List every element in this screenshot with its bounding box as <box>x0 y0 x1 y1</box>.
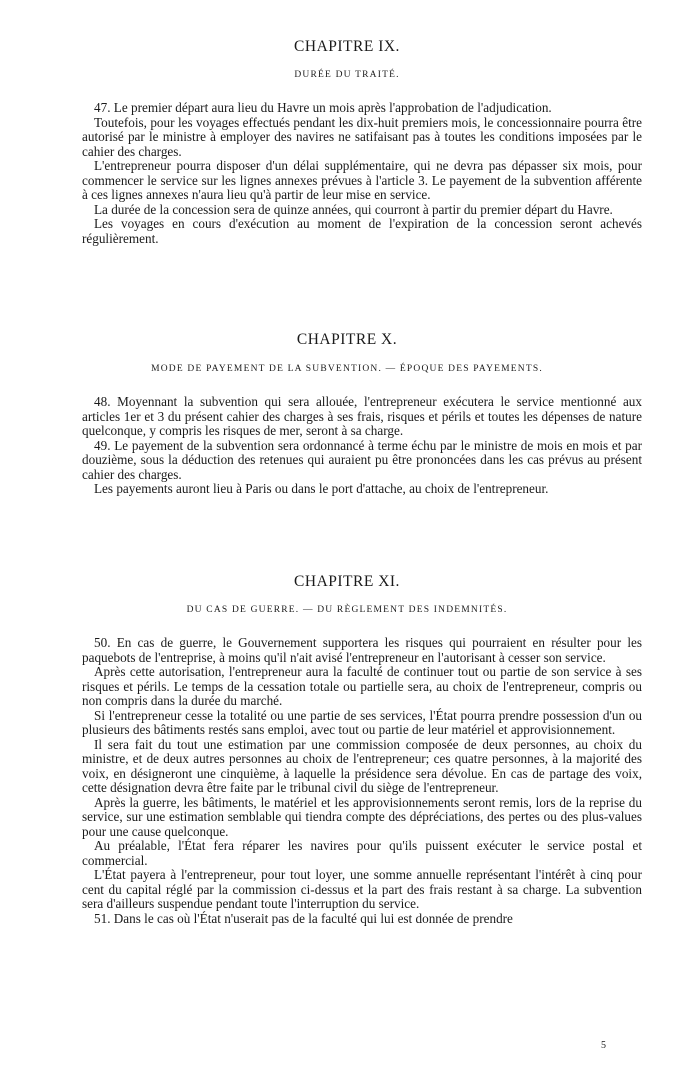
chapter-10-body <box>82 395 642 497</box>
paragraph: Si l'entrepreneur cesse la totalité ou une partie de ses services, l'État pourra prendre possession d'un ou plusieurs des bâtiments restés sans emploi, avec tout ou partie de leur matériel et approvisionnement. <box>82 707 642 737</box>
chapter-11-subtitle: DU CAS DE GUERRE. — DU RÈGLEMENT DES INDEMNITÉS. <box>186 605 508 615</box>
chapter-11-body <box>82 636 642 926</box>
chapter-10-title: CHAPITRE X. <box>296 331 398 348</box>
paragraph: L'État payera à l'entrepreneur, pour tout loyer, une somme annuelle représentant l'intérêt à cinq pour cent du capital réglé par la commission ci-dessus et la part des frais restant à sa charge. La subvention sera d'ailleurs suspendue pendant toute l'interruption du service. <box>82 867 642 911</box>
paragraph: Les payements auront lieu à Paris ou dans le port d'attache, au choix de l'entrepreneur. <box>94 481 549 496</box>
chapter-9-title: CHAPITRE IX. <box>294 38 400 55</box>
paragraph: L'entrepreneur pourra disposer d'un délai supplémentaire, qui ne devra pas dépasser six mois, pour commencer le service sur les lignes annexes prévues à l'article 3. Le payement de la subvention afférente à ces lignes annexes n'aura lieu qu'à partir de leur mise en service. <box>82 158 642 202</box>
paragraph: 51. Dans le cas où l'État n'userait pas de la faculté qui lui est donnée de prendre <box>94 910 513 926</box>
paragraph: 47. Le premier départ aura lieu du Havre un mois après l'approbation de l'adjudication. <box>94 100 552 115</box>
paragraph: Il sera fait du tout une estimation par une commission composée de deux personnes, au choix du ministre, et de deux autres personnes au choix de l'entrepreneur; ces quatre personnes, à la majorité des voix, en désigneront une cinquième, à laquelle la présidence sera dévolue. En cas de partage des voix, cette désignation devra être faite par le tribunal civil du siège de l'entrepreneur. <box>82 736 642 795</box>
paragraph: 48. Moyennant la subvention qui sera allouée, l'entrepreneur exécutera le service mentionné aux articles 1er et 3 du présent cahier des charges à ses frais, risques et périls et toutes les dépenses de nature quelconque, y compris les risques de mer, seront à sa charge. <box>82 394 642 438</box>
chapter-9-body <box>82 101 642 246</box>
paragraph: La durée de la concession sera de quinze années, qui courront à partir du premier départ du Havre. <box>94 201 613 217</box>
chapter-9-subtitle: DURÉE DU TRAITÉ. <box>294 70 400 80</box>
paragraph: 49. Le payement de la subvention sera ordonnancé à terme échu par le ministre de mois en mois et par douzième, sous la déduction des retenues qui auraient pu être prononcées dans les cas prévus au présent cahier des charges. <box>82 437 642 482</box>
page-number: 5 <box>601 1040 606 1051</box>
paragraph: Après la guerre, les bâtiments, le matériel et les approvisionnements seront remis, lors de la reprise du service, sur une estimation semblable qui tiendra compte des dépréciations, des pertes ou des plus-values pour une cause quelconque. <box>82 794 642 839</box>
paragraph: Au préalable, l'État fera réparer les navires pour qu'ils puissent exécuter le service postal et commercial. <box>82 838 642 868</box>
paragraph: 50. En cas de guerre, le Gouvernement supportera les risques qui pourraient en résulter pour les paquebots de l'entreprise, à moins qu'il n'ait avisé l'entrepreneur en l'autorisant à cesser son service. <box>82 635 642 665</box>
paragraph: Les voyages en cours d'exécution au moment de l'expiration de la concession seront achevés régulièrement. <box>82 216 642 246</box>
paragraph: Toutefois, pour les voyages effectués pendant les dix-huit premiers mois, le concessionnaire pourra être autorisé par le ministre à employer des navires ne satifaisant pas à toutes les conditions imposées par le cahier des charges. <box>82 114 642 159</box>
chapter-11-title: CHAPITRE XI. <box>294 573 400 590</box>
paragraph: Après cette autorisation, l'entrepreneur aura la faculté de continuer tout ou partie de son service à ses risques et périls. Le temps de la cessation totale ou partielle sera, au choix de l'entrepreneur, compris ou non compris dans la durée du marché. <box>82 664 642 708</box>
chapter-10-subtitle: MODE DE PAYEMENT DE LA SUBVENTION. — ÉPOQUE DES PAYEMENTS. <box>151 364 543 374</box>
